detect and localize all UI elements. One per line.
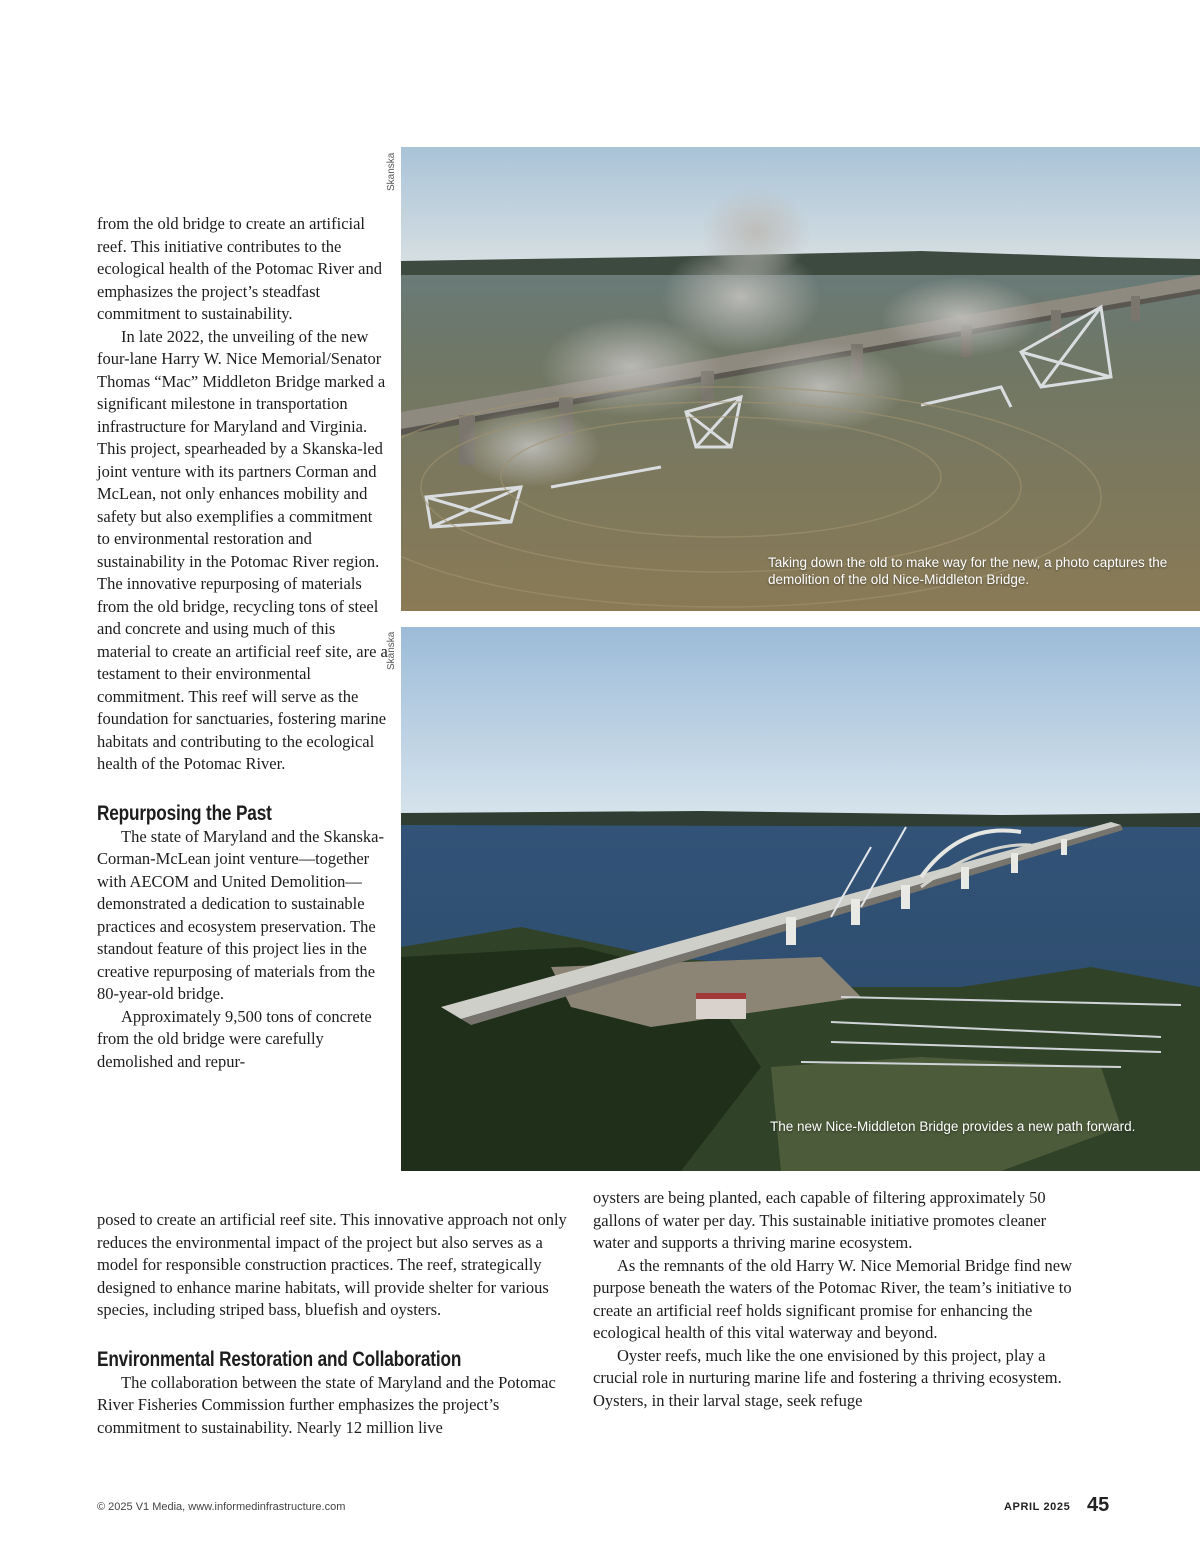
photo-credit-top: Skanska — [386, 152, 397, 191]
footer-issue-date: APRIL 2025 — [1004, 1501, 1071, 1513]
photo-new-bridge — [401, 627, 1200, 1171]
paragraph: Approximately 9,500 tons of concrete from the old bridge were carefully demolished and repur- — [97, 1006, 372, 1071]
footer-copyright: © 2025 V1 Media, www.informedinfrastructure.com — [97, 1501, 346, 1513]
paragraph: As the remnants of the old Harry W. Nice Memorial Bridge find new purpose beneath the waters of the Potomac River, the team’s initiative to create an artificial reef holds significant promise for enhancing the ecological health of this vital waterway and beyond. — [593, 1255, 1073, 1342]
photo-credit-bottom: Skanska — [386, 631, 397, 670]
article-column-left — [97, 213, 389, 1073]
photo-caption-top: Taking down the old to make way for the new, a photo captures the demolition of the old Nice-Middleton Bridge. — [768, 555, 1168, 587]
page-number: 45 — [1087, 1494, 1110, 1516]
photo-bridge-demolition — [401, 147, 1200, 611]
paragraph: The collaboration between the state of Maryland and the Potomac River Fisheries Commission further emphasizes the project’s commitment to sustainability. Nearly 12 million live — [97, 1372, 556, 1437]
paragraph: Oyster reefs, much like the one envisioned by this project, play a crucial role in nurturing marine life and fostering a thriving ecosystem. Oysters, in their larval stage, seek refuge — [593, 1345, 1062, 1410]
photo-caption-bottom: The new Nice-Middleton Bridge provides a new path forward. — [770, 1119, 1136, 1134]
new-bridge-illustration — [401, 627, 1200, 1171]
demolition-illustration — [401, 147, 1200, 611]
paragraph: oysters are being planted, each capable of filtering approximately 50 gallons of water per day. This sustainable initiative promotes cleaner water and supports a thriving marine ecosystem. — [593, 1188, 1047, 1252]
paragraph: In late 2022, the unveiling of the new four-lane Harry W. Nice Memorial/Senator Thomas “Mac” Middleton Bridge marked a significant milestone in transportation infrastructure for Maryland and Virginia. This project, spearheaded by a Skanska-led joint venture with its partners Corman and McLean, not only enhances mobility and safety but also exemplifies a commitment to environmental restoration and sustainability in the Potomac River region. The innovative repurposing of materials from the old bridge, recycling tons of steel and concrete and using much of this material to create an artificial reef site, are a testament to their environmental commitment. This reef will serve as the foundation for sanctuaries, fostering marine habitats and contributing to the ecological health of the Potomac River. — [97, 326, 388, 773]
paragraph: The state of Maryland and the Skanska-Corman-McLean joint venture—together with AECOM and United Demolition—demonstrated a dedication to sustainable practices and ecosystem preservation. The standout feature of this project lies in the creative repurposing of materials from the 80-year-old bridge. — [97, 826, 385, 1003]
article-column-right — [593, 1187, 1073, 1412]
article-column-left-wide — [97, 1209, 569, 1439]
section-heading-repurposing: Repurposing the Past — [97, 801, 272, 825]
paragraph: posed to create an artificial reef site. This innovative approach not only reduces the environmental impact of the project but also serves as a model for responsible construction practices. The reef, strategically designed to enhance marine habitats, will provide shelter for various species, including striped bass, bluefish and oysters. — [97, 1210, 567, 1319]
paragraph: from the old bridge to create an artificial reef. This initiative contributes to the ecological health of the Potomac River and emphasizes the project’s steadfast commitment to sustainability. — [97, 214, 382, 323]
section-heading-environment: Environmental Restoration and Collaboration — [97, 1347, 462, 1371]
